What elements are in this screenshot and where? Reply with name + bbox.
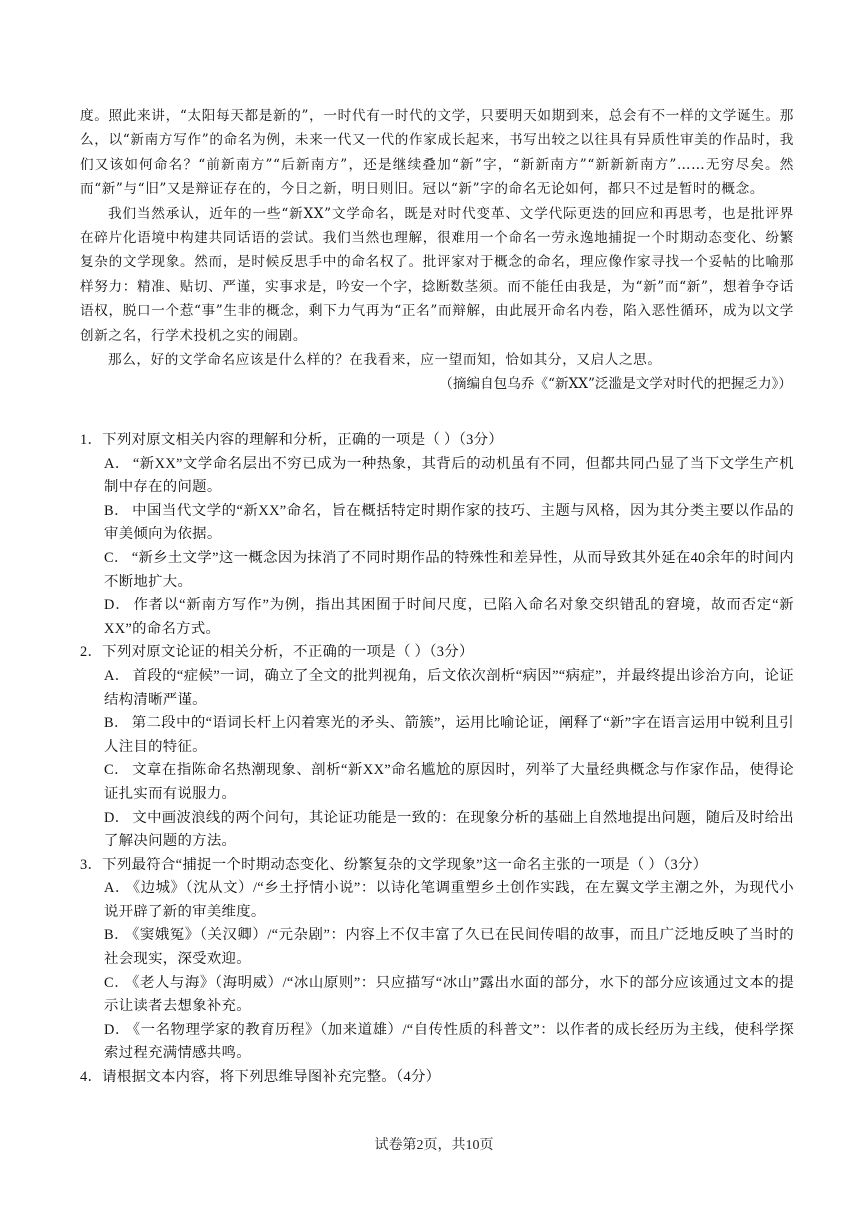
question-stem: 2．下列对原文论证的相关分析，不正确的一项是（ ）（3分） [80, 644, 474, 661]
question-2 [80, 641, 794, 853]
option-text: 首段的“症候”一词，确立了全文的批判视角，后文依次剖析“病因”“病症”，并最终提出诊治方向，论证结构清晰严谨。 [104, 667, 794, 708]
option-label: D． [104, 1021, 130, 1038]
option-c [80, 759, 794, 806]
option-label: A． [104, 880, 130, 897]
page-footer: 试卷第2页，共10页 [374, 1138, 494, 1153]
option-d [80, 807, 794, 854]
option-c [80, 547, 794, 594]
option-label: A． [104, 667, 130, 684]
option-text: 《窦娥冤》（关汉卿）/“元杂剧”：内容上不仅丰富了久已在民间传唱的故事，而且广泛地反映了当时的社会现实，深受欢迎。 [104, 927, 794, 968]
option-label: B． [104, 927, 130, 944]
option-a [80, 453, 794, 500]
option-c [80, 972, 794, 1019]
question-stem: 4．请根据文本内容，将下列思维导图补充完整。（4分） [80, 1069, 441, 1086]
option-label: D． [104, 597, 131, 614]
option-text: 中国当代文学的“新XX”命名，旨在概括特定时期作家的技巧、主题与风格，因为其分类主要以作品的审美倾向为依据。 [104, 502, 794, 543]
option-a [80, 665, 794, 712]
option-text: 作者以“新南方写作”为例，指出其困囿于时间尺度，已陷入命名对象交织错乱的窘境，故而否定“新XX”的命名方式。 [104, 597, 794, 637]
option-text: 《边城》（沈从文）/“乡土抒情小说”：以诗化笔调重塑乡土创作实践，在左翼文学主潮之外，为现代小说开辟了新的审美维度。 [104, 880, 794, 920]
option-a [80, 877, 794, 924]
option-text: 《一名物理学家的教育历程》（加来道雄）/“自传性质的科普文”：以作者的成长经历为主线，使科学探索过程充满情感共鸣。 [104, 1021, 794, 1062]
option-text: 《老人与海》（海明威）/“冰山原则”：只应描写“冰山”露出水面的部分，水下的部分应该通过文本的提示让读者去想象补充。 [104, 974, 794, 1015]
option-text: 第二段中的“语词长杆上闪着寒光的矛头、箭簇”，运用比喻论证，阐释了“新”字在语言运用中锐利且引人注目的特征。 [104, 715, 795, 755]
question-stem: 1．下列对原文相关内容的理解和分析，正确的一项是（ ）（3分） [80, 432, 504, 448]
option-label: B． [104, 502, 130, 519]
option-b [80, 500, 794, 547]
reading-passage [80, 104, 794, 396]
option-text: “新XX”文学命名层出不穷已成为一种热象，其背后的动机虽有不同，但都共同凸显了当下文学生产机制中存在的问题。 [104, 455, 794, 496]
passage-paragraph-1: 度。照此来讲，“太阳每天都是新的”，一时代有一时代的文学，只要明天如期到来，总会有不一样的文学诞生。那么，以“新南方写作”的命名为例，未来一代又一代的作家成长起来，书写出较之以往具有异质性审美的作品时，我们又该如何命名？“前新南方”“后新南方”，还是继续叠加“新”字，“新新南方”“新新新南方”……无穷尽矣。然而“新”与“旧”又是辩证存在的，今日之新，明日则旧。冠以“新”字的命名无论如何，都只不过是暂时的概念。 [80, 108, 794, 198]
option-text: “新乡土文学”这一概念因为抹消了不同时期作品的特殊性和差异性，从而导致其外延在40余年的时间内不断地扩大。 [104, 549, 794, 590]
passage-source-citation: （摘编自包乌乔《“新XX”泛滥是文学对时代的把握乏力》） [439, 376, 792, 393]
question-stem: 3．下列最符合“捕捉一个时期动态变化、纷繁复杂的文学现象”这一命名主张的一项是（ ）（3分） [80, 856, 708, 873]
option-b [80, 924, 794, 971]
option-d [80, 1019, 794, 1066]
option-b [80, 712, 794, 759]
option-label: C． [104, 974, 130, 991]
question-3 [80, 854, 794, 1066]
question-1 [80, 429, 794, 641]
option-text: 文章在指陈命名热潮现象、剖析“新XX”命名尴尬的原因时，列举了大量经典概念与作家作品，使得论证扎实而有说服力。 [104, 762, 794, 802]
option-d [80, 594, 794, 641]
passage-paragraph-2: 我们当然承认，近年的一些“新XX”文学命名，既是对时代变革、文学代际更迭的回应和再思考，也是批评界在碎片化语境中构建共同话语的尝试。我们当然也理解，很难用一个命名一劳永逸地捕捉一个时期动态变化、纷繁复杂的文学现象。然而，是时候反思手中的命名权了。批评家对于概念的命名，理应像作家寻找一个妥帖的比喻那样努力：精准、贴切、严谨，实事求是，吟安一个字，捻断数茎须。而不能任由我是，为“新”而“新”，想着争夺话语权，脱口一个惹“事”生非的概念，剩下力气再为“正名”而辩解，由此展开命名内卷，陷入恶性循环，成为以文学创新之名，行学术投机之实的闹剧。 [80, 205, 794, 344]
option-label: C． [104, 762, 130, 779]
question-list [80, 429, 794, 1090]
question-4 [80, 1066, 794, 1090]
option-label: A． [104, 455, 130, 472]
option-label: B． [104, 715, 129, 732]
option-label: C． [104, 549, 129, 566]
option-label: D． [104, 809, 130, 826]
option-text: 文中画波浪线的两个问句，其论证功能是一致的：在现象分析的基础上自然地提出问题，随后及时给出了解决问题的方法。 [104, 809, 794, 850]
passage-paragraph-3: 那么，好的文学命名应该是什么样的？在我看来，应一望而知，恰如其分，又启人之思。 [108, 352, 662, 369]
